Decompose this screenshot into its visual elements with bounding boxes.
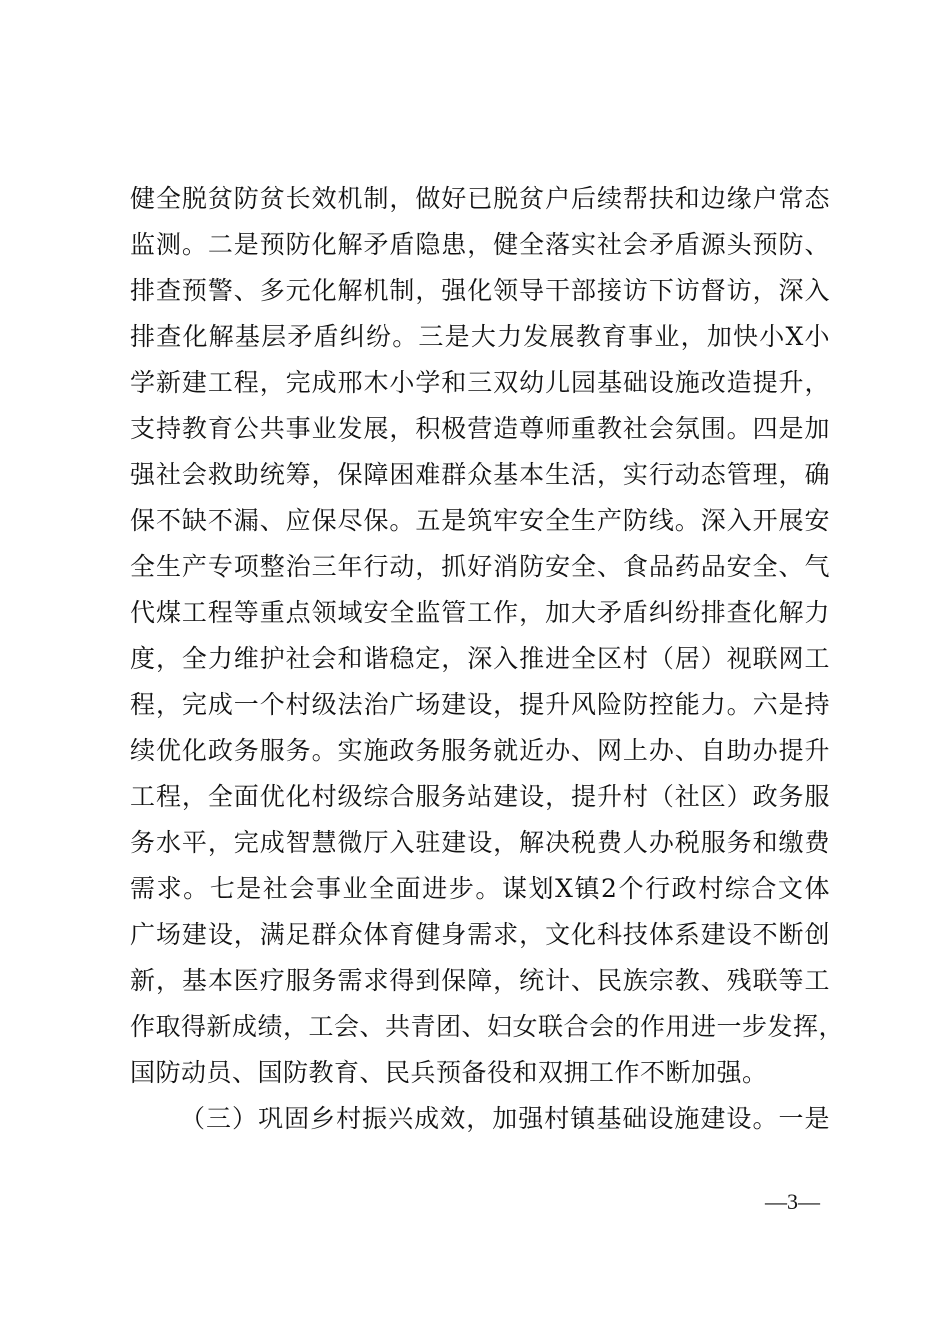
- text-line: 保不缺不漏、应保尽保。五是筑牢安全生产防线。深入开展安: [130, 506, 830, 535]
- text-line: 务水平，完成智慧微厅入驻建设，解决税费人办税服务和缴费: [130, 828, 830, 857]
- text-line: 新，基本医疗服务需求得到保障，统计、民族宗教、残联等工: [130, 966, 830, 995]
- text-line: 支持教育公共事业发展，积极营造尊师重教社会氛围。四是加: [130, 414, 830, 443]
- text-line: 全生产专项整治三年行动，抓好消防安全、食品药品安全、气: [130, 552, 830, 581]
- text-line: 需求。七是社会事业全面进步。谋划X镇2个行政村综合文体: [130, 874, 830, 903]
- text-line: 代煤工程等重点领域安全监管工作，加大矛盾纠纷排查化解力: [130, 598, 830, 627]
- text-line-paragraph-end: 国防动员、国防教育、民兵预备役和双拥工作不断加强。: [130, 1058, 768, 1087]
- text-line: 健全脱贫防贫长效机制，做好已脱贫户后续帮扶和边缘户常态: [130, 184, 830, 213]
- text-line: 强社会救助统筹，保障困难群众基本生活，实行动态管理，确: [130, 460, 830, 489]
- section-heading-line: （三）巩固乡村振兴成效，加强村镇基础设施建设。一是: [180, 1104, 830, 1133]
- text-line: 学新建工程，完成邢木小学和三双幼儿园基础设施改造提升，: [130, 368, 830, 397]
- body-text: [130, 176, 845, 1142]
- text-line: 作取得新成绩，工会、共青团、妇女联合会的作用进一步发挥，: [130, 1012, 845, 1041]
- text-line: 度，全力维护社会和谐稳定，深入推进全区村（居）视联网工: [130, 644, 830, 673]
- text-line: 监测。二是预防化解矛盾隐患，健全落实社会矛盾源头预防、: [130, 230, 830, 259]
- text-line: 程，完成一个村级法治广场建设，提升风险防控能力。六是持: [130, 690, 830, 719]
- text-line: 排查化解基层矛盾纠纷。三是大力发展教育事业，加快小X小: [130, 322, 830, 351]
- text-line: 续优化政务服务。实施政务服务就近办、网上办、自助办提升: [130, 736, 830, 765]
- page-number: —3—: [765, 1189, 820, 1214]
- text-line: 排查预警、多元化解机制，强化领导干部接访下访督访，深入: [130, 276, 830, 305]
- text-line: 广场建设，满足群众体育健身需求，文化科技体系建设不断创: [130, 920, 830, 949]
- text-line: 工程，全面优化村级综合服务站建设，提升村（社区）政务服: [130, 782, 830, 811]
